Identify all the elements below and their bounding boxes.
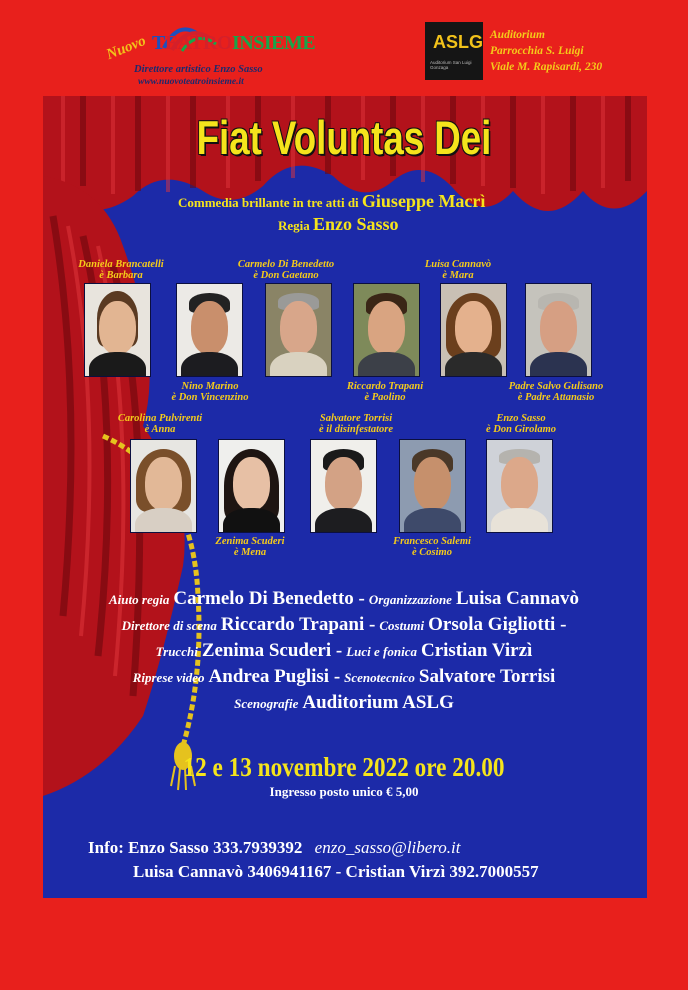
cast-caption-zenima: Zenima Scuderi è Mena — [215, 536, 285, 558]
cast-caption-francesco: Francesco Salemi è Cosimo — [393, 536, 471, 558]
venue-line-2: Parrocchia S. Luigi — [490, 45, 584, 57]
credits-line-3: Trucchi Zenima Scuderi - Luci e fonica Cristian Virzì — [155, 640, 533, 661]
cast-photo-salvatore — [310, 439, 377, 533]
cast-caption-salvatore: Salvatore Torrisi è il disinfestatore — [318, 413, 394, 435]
cast-caption-nino: Nino Marino è Don Vincenzino — [171, 381, 249, 403]
logo-director: Direttore artistico Enzo Sasso — [134, 64, 263, 75]
cast-photo-carolina — [130, 439, 197, 533]
credits-line-1: Aiuto regia Carmelo Di Benedetto - Organizzazione Luisa Cannavò — [109, 588, 579, 609]
venue-line-1: Auditorium — [490, 29, 545, 41]
cast-photo-daniela — [84, 283, 151, 377]
nuovo-teatro-insieme-logo — [100, 22, 316, 92]
logo-nuovo-text: Nuovo — [104, 32, 149, 64]
show-subtitle: Commedia brillante in tre atti di Giuseppe Macrì — [178, 191, 486, 211]
venue-line-3: Viale M. Rapisardi, 230 — [490, 61, 603, 73]
logo-wordmark: TEATROINSIEME — [152, 32, 316, 54]
info-line-2: Luisa Cannavò 3406941167 - Cristian Virzì 392.7000557 — [133, 862, 539, 881]
cast-caption-riccardo: Riccardo Trapani è Paolino — [346, 381, 424, 403]
cast-photo-riccardo — [353, 283, 420, 377]
cast-photo-luisa — [440, 283, 507, 377]
venue-address — [490, 27, 602, 75]
show-date: 12 e 13 novembre 2022 ore 20.00 — [183, 752, 505, 782]
logo-website: www.nuovoteatroinsieme.it — [138, 77, 244, 87]
cast-photo-zenima — [218, 439, 285, 533]
cast-photo-francesco — [399, 439, 466, 533]
show-title: Fiat Voluntas Dei — [196, 111, 492, 164]
info-line-1: Info: Enzo Sasso 333.7939392 enzo_sasso@libero.it — [88, 838, 461, 857]
cast-photo-padre-salvo — [525, 283, 592, 377]
cast-caption-daniela: Daniela Brancatelli è Barbara — [78, 259, 164, 281]
cast-caption-padre-salvo: Padre Salvo Gulisano è Padre Attanasio — [508, 381, 604, 403]
credits-line-2: Direttore di scena Riccardo Trapani - Costumi Orsola Gigliotti - — [121, 614, 567, 635]
credits-line-5: Scenografie Auditorium ASLG — [234, 692, 454, 713]
cast-caption-carolina: Carolina Pulvirenti è Anna — [117, 413, 203, 435]
cast-photo-enzo — [486, 439, 553, 533]
credits-line-4: Riprese video Andrea Puglisi - Scenotecnico Salvatore Torrisi — [132, 666, 556, 687]
cast-caption-luisa: Luisa Cannavò è Mara — [424, 259, 492, 281]
cast-caption-carmelo: Carmelo Di Benedetto è Don Gaetano — [237, 259, 335, 281]
aslg-letters: ASLG — [433, 32, 484, 52]
cast-photo-carmelo — [265, 283, 332, 377]
cast-caption-enzo: Enzo Sasso è Don Girolamo — [485, 413, 556, 435]
aslg-small-text: Auditorium San Luigi Gonzaga — [430, 60, 472, 70]
aslg-logo — [425, 22, 483, 80]
show-director: Regia Enzo Sasso — [278, 214, 399, 234]
info-email[interactable]: enzo_sasso@libero.it — [314, 838, 461, 857]
cast-photo-nino — [176, 283, 243, 377]
ticket-price: Ingresso posto unico € 5,00 — [269, 784, 419, 799]
